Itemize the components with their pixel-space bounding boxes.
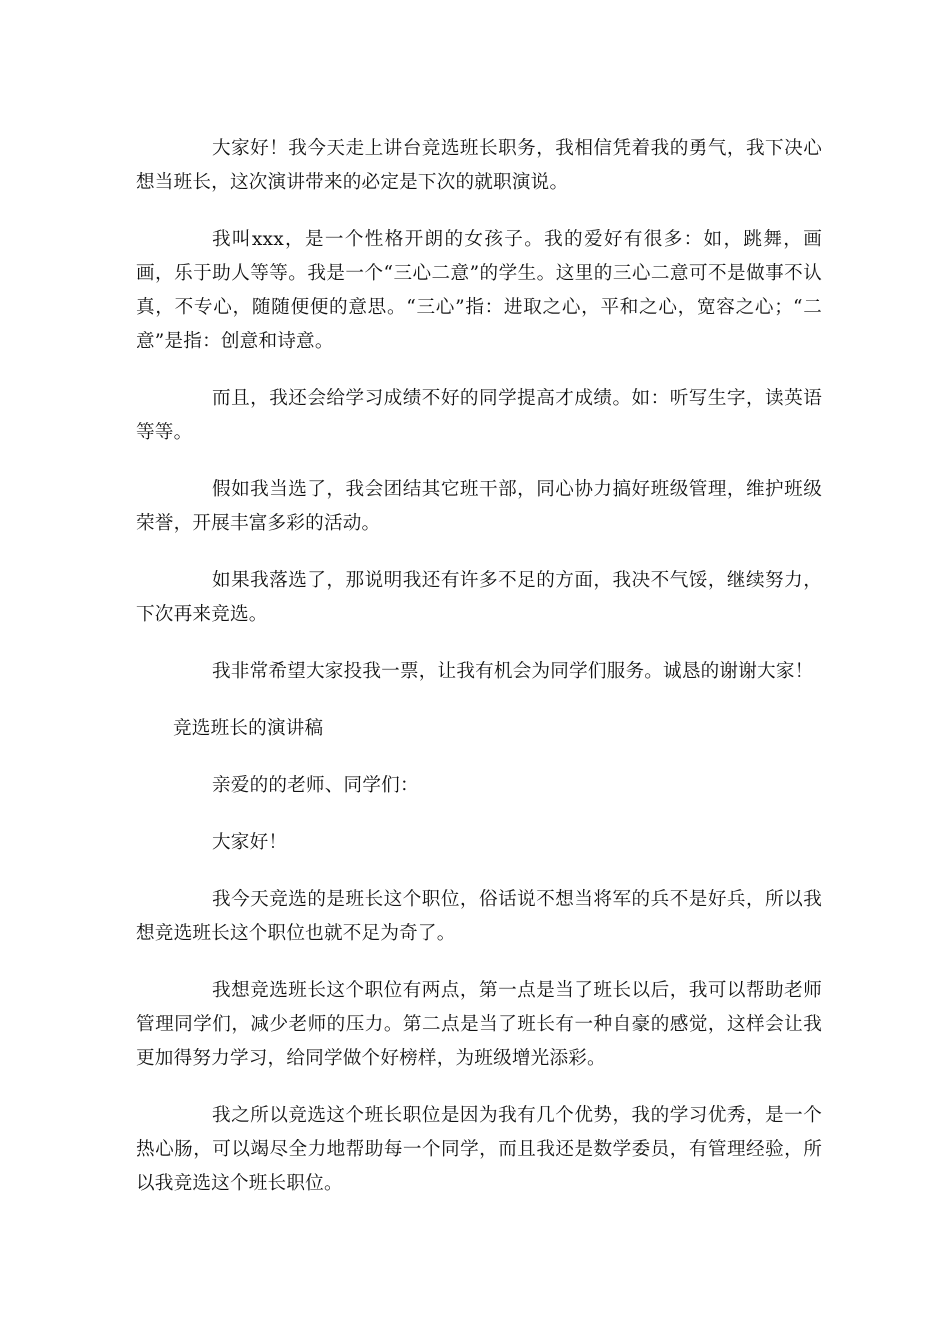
document-body — [136, 132, 822, 1224]
paragraph-two-reasons: 我想竞选班长这个职位有两点，第一点是当了班长以后，我可以帮助老师管理同学们，减少老师的压力。第二点是当了班长有一种自豪的感觉，这样会让我更加得努力学习，给同学做个好榜样，为班级增光添彩。 — [136, 980, 822, 1069]
paragraph-greeting-intro: 大家好！我今天走上讲台竞选班长职务，我相信凭着我的勇气，我下决心想当班长，这次演讲带来的必定是下次的就职演说。 — [136, 138, 822, 193]
section-title: 竞选班长的演讲稿 — [173, 718, 324, 739]
paragraph-position-intro: 我今天竞选的是班长这个职位，俗话说不想当将军的兵不是好兵，所以我想竞选班长这个职位也就不足为奇了。 — [136, 889, 822, 944]
paragraph-salutation: 亲爱的的老师、同学们： — [212, 775, 419, 796]
paragraph-advantages: 我之所以竞选这个班长职位是因为我有几个优势，我的学习优秀，是一个热心肠，可以竭尽全力地帮助每一个同学，而且我还是数学委员，有管理经验，所以我竞选这个班长职位。 — [136, 1105, 822, 1194]
paragraph-hello: 大家好！ — [212, 832, 288, 853]
paragraph-help-classmates: 而且，我还会给学习成绩不好的同学提高才成绩。如：听写生字，读英语等等。 — [136, 388, 822, 443]
paragraph-if-not-elected: 如果我落选了，那说明我还有许多不足的方面，我决不气馁，继续努力，下次再来竞选。 — [136, 570, 822, 625]
paragraph-closing-thanks: 我非常希望大家投我一票，让我有机会为同学们服务。诚恳的谢谢大家！ — [212, 661, 814, 682]
paragraph-if-elected: 假如我当选了，我会团结其它班干部，同心协力搞好班级管理，维护班级荣誉，开展丰富多彩的活动。 — [136, 479, 822, 534]
paragraph-self-introduction: 我叫xxx，是一个性格开朗的女孩子。我的爱好有很多：如，跳舞，画画，乐于助人等等。我是一个“三心二意”的学生。这里的三心二意可不是做事不认真，不专心，随随便便的意思。“三心”指：进取之心，平和之心，宽容之心；“二意”是指：创意和诗意。 — [136, 229, 822, 352]
